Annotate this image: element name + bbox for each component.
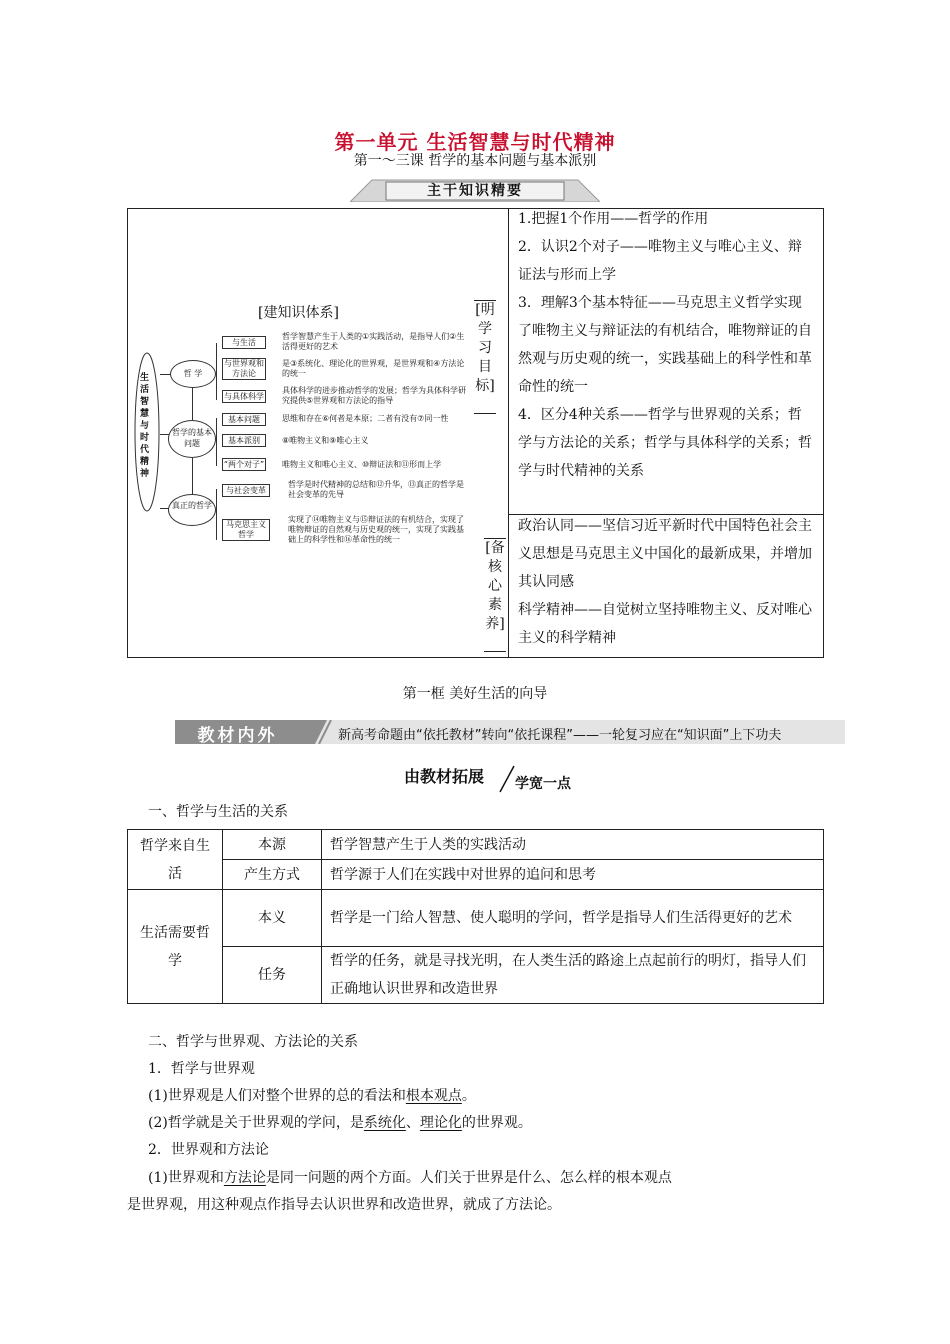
table-row <box>128 890 824 947</box>
map-label: [建知识体系] <box>258 305 339 321</box>
part1-heading: 一、哲学与生活的关系 <box>148 804 288 820</box>
banner-dark-text: 教材内外 <box>197 726 278 746</box>
map-node-true-philosophy: 真正的哲学 <box>168 494 216 526</box>
table-value-cell: 哲学源于人们在实践中对世界的追问和思考 <box>322 860 824 890</box>
lesson-subtitle: 第一～三课 哲学的基本问题与基本派别 <box>353 153 597 169</box>
map-tag-6: “两个对子” <box>223 460 265 469</box>
map-tag-3: 与具体科学 <box>224 392 264 401</box>
extend-subheading: 学宽一点 <box>515 776 571 792</box>
map-root-text: 生活智慧与时代精神 <box>140 373 150 479</box>
literacy-list <box>518 512 814 652</box>
blank-answer: 方法论 <box>223 1170 266 1186</box>
part2-p2b: 是世界观，用这种观点作指导去认识世界和改造世界，就成了方法论。 <box>127 1197 561 1213</box>
map-root <box>134 352 160 512</box>
map-text-6: 唯物主义和唯心主义、⑩辩证法和⑪形而上学 <box>282 460 442 469</box>
blank-answer: 系统化 <box>363 1115 406 1131</box>
literacy-label-box <box>484 538 506 652</box>
table-group-cell: 哲学来自生活 <box>128 830 223 890</box>
map-tag-2: 与世界观和方法论 <box>224 359 264 378</box>
map-text-5: ⑧唯物主义和⑨唯心主义 <box>282 436 369 445</box>
table-group-cell: 生活需要哲学 <box>128 890 223 1004</box>
map-tag-8: 马克思主义哲学 <box>222 519 270 541</box>
goals-label-box <box>474 300 496 414</box>
table-value-cell: 哲学的任务，就是寻找光明，在人类生活的路途上点起前行的明灯，指导人们正确地认识世界和改造世界 <box>322 947 824 1004</box>
table-key-cell: 本源 <box>223 830 322 860</box>
banner-light-text: 新高考命题由“依托教材”转向“依托课程”——一轮复习应在“知识面”上下功夫 <box>338 728 782 743</box>
banner-text: 主干知识精要 <box>427 183 523 199</box>
map-node-basic-question: 哲学的基本问题 <box>168 420 216 458</box>
map-text-1: 哲学智慧产生于人类的①实践活动，是指导人们②生活得更好的艺术 <box>282 332 465 351</box>
unit-title: 第一单元 生活智慧与时代精神 <box>334 130 616 154</box>
map-tag-7: 与社会变革 <box>222 484 270 497</box>
part2-sub2: 2．世界观和方法论 <box>148 1142 269 1158</box>
goal-item-1: 1.把握1个作用——哲学的作用 <box>518 211 709 227</box>
goals-label: [明学习目标] <box>475 302 495 394</box>
literacy-label: [备核心素养] <box>485 540 505 632</box>
map-text-7: 哲学是时代精神的总结和⑫升华，⑬真正的哲学是社会变革的先导 <box>288 480 464 499</box>
map-text-4: 思维和存在⑥何者是本原；二者有没有⑦同一性 <box>282 414 449 423</box>
heading-slash <box>498 764 516 794</box>
frame-title: 第一框 美好生活的向导 <box>402 686 548 702</box>
table-value-cell: 哲学是一门给人智慧、使人聪明的学问，哲学是指导人们生活得更好的艺术 <box>322 890 824 947</box>
philosophy-life-table <box>127 829 824 1004</box>
map-text-3: 具体科学的进步推动哲学的发展；哲学为具体科学研究提供⑤世界观和方法论的指导 <box>282 386 466 405</box>
table-key-cell: 任务 <box>223 947 322 1004</box>
map-tag-4: 基本问题 <box>222 413 266 426</box>
goal-item-4: 4．区分4种关系——哲学与世界观的关系；哲学与方法论的关系；哲学与具体科学的关系；哲学与时代精神的关系 <box>518 407 812 479</box>
blank-answer: 根本观点 <box>405 1088 462 1104</box>
map-text-2: 是③系统化、理论化的世界观，是世界观和④方法论的统一 <box>282 359 465 378</box>
table-row <box>128 947 824 1004</box>
map-node-philosophy: 哲 学 <box>170 360 216 388</box>
part2-p2a: (1)世界观和方法论是同一问题的两个方面。人们关于世界是什么、怎么样的根本观点 <box>148 1170 672 1186</box>
literacy-item-2: 科学精神——自觉树立坚持唯物主义、反对唯心主义的科学精神 <box>518 602 812 646</box>
extend-heading: 由教材拓展 <box>404 767 485 786</box>
part2-sub1: 1．哲学与世界观 <box>148 1061 255 1077</box>
banner-dark <box>175 720 315 744</box>
part2-heading: 二、哲学与世界观、方法论的关系 <box>148 1034 358 1050</box>
textbook-banner <box>175 720 845 744</box>
part2-p1b: (2)哲学就是关于世界观的学问，是系统化、理论化的世界观。 <box>148 1115 532 1131</box>
table-key-cell: 本义 <box>223 890 322 947</box>
goal-item-3: 3．理解3个基本特征——马克思主义哲学实现了唯物主义与辩证法的有机结合，唯物辩证的自然观与历史观的统一，实践基础上的科学性和革命性的统一 <box>518 295 812 395</box>
map-tag-1: 与生活 <box>222 336 266 349</box>
table-key-cell: 产生方式 <box>223 860 322 890</box>
table-row <box>128 830 824 860</box>
goal-item-2: 2．认识2个对子——唯物主义与唯心主义、辩证法与形而上学 <box>518 239 802 283</box>
frame-divider-vertical <box>508 208 509 658</box>
table-value-cell: 哲学智慧产生于人类的实践活动 <box>322 830 824 860</box>
goals-list <box>518 205 814 485</box>
section-banner <box>350 176 600 202</box>
table-row <box>128 860 824 890</box>
map-tag-5: 基本派别 <box>222 434 266 447</box>
map-text-8: 实现了⑭唯物主义与⑮辩证法的有机结合，实现了唯物辩证的自然观与历史观的统一，实现了实践基础上的科学性和⑯革命性的统一 <box>288 515 464 544</box>
part2-p1a: (1)世界观是人们对整个世界的总的看法和根本观点。 <box>148 1088 476 1104</box>
blank-answer: 理论化 <box>419 1115 462 1131</box>
literacy-item-1: 政治认同——坚信习近平新时代中国特色社会主义思想是马克思主义中国化的最新成果，并增加其认同感 <box>518 518 812 590</box>
